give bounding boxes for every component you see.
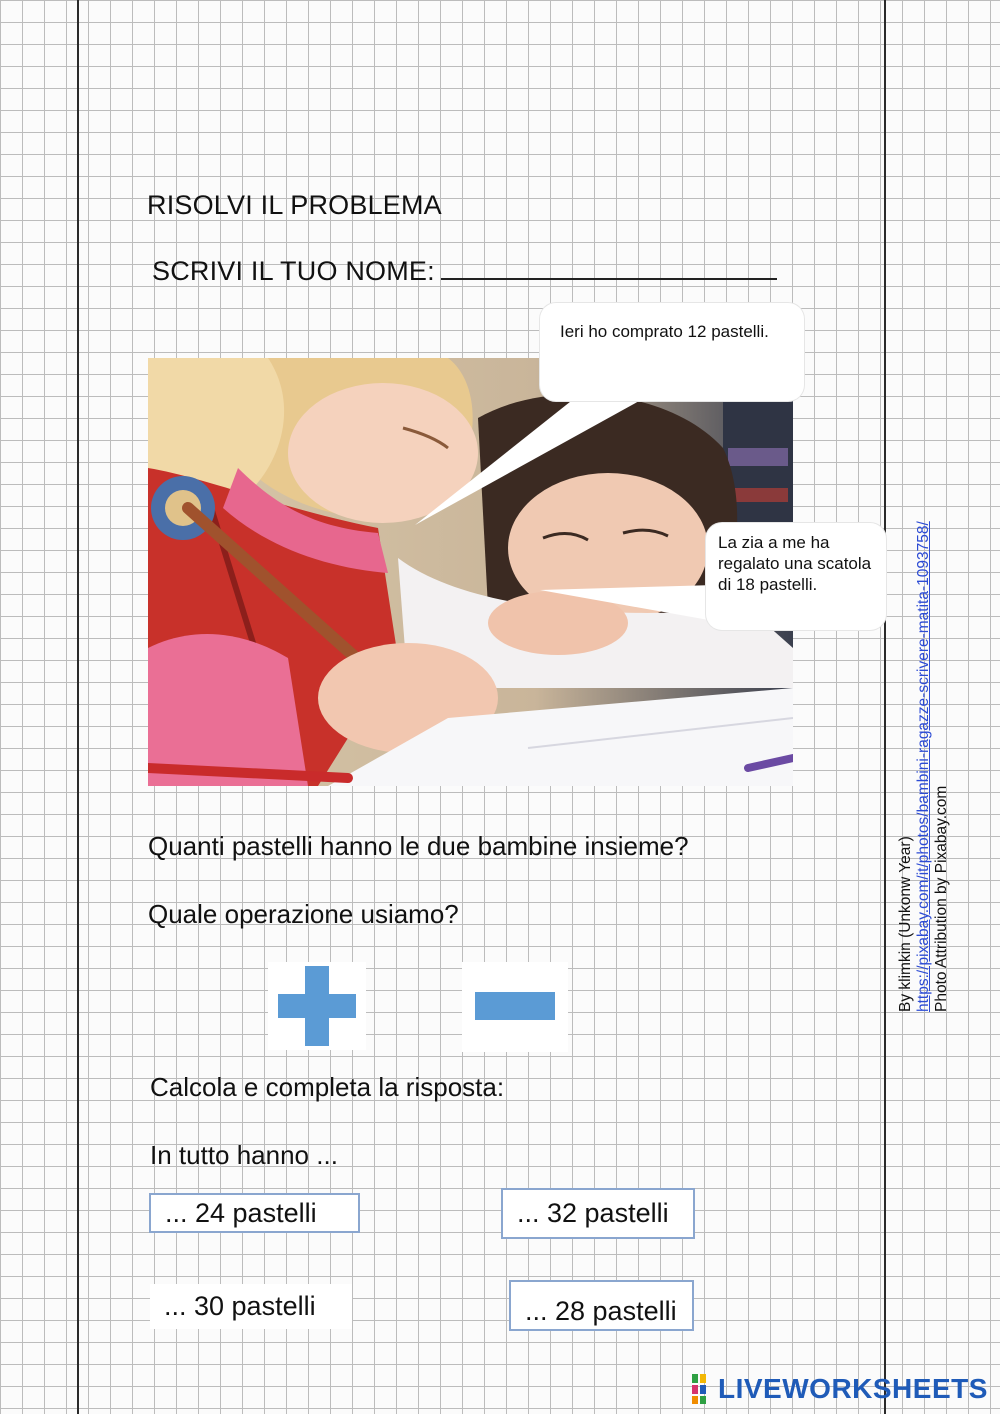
liveworksheets-logo bbox=[692, 1373, 988, 1405]
credit-author: By klimkin (Unkonw Year) bbox=[897, 836, 914, 1012]
photo-credit bbox=[897, 372, 951, 1012]
speech-bubble-left bbox=[540, 303, 804, 401]
plus-icon bbox=[268, 962, 366, 1050]
answer-lead: In tutto hanno ... bbox=[150, 1140, 338, 1170]
worksheet-title: RISOLVI IL PROBLEMA bbox=[147, 190, 442, 220]
plus-operation-button[interactable] bbox=[268, 962, 366, 1050]
name-prompt: SCRIVI IL TUO NOME: bbox=[152, 256, 435, 286]
bubble-right-tail bbox=[540, 585, 720, 622]
question-2: Quale operazione usiamo? bbox=[148, 899, 459, 929]
answer-option-24[interactable]: ... 24 pastelli bbox=[149, 1193, 360, 1233]
answer-instruction: Calcola e completa la risposta: bbox=[150, 1072, 505, 1102]
brand-name: LIVEWORKSHEETS bbox=[718, 1373, 988, 1404]
speech-bubble-right bbox=[706, 523, 886, 630]
speech-bubble-left-text: Ieri ho comprato 12 pastelli. bbox=[560, 322, 769, 341]
answer-option-28[interactable]: ... 28 pastelli bbox=[509, 1280, 694, 1331]
credit-attribution: Photo Attribution by Pixabay.com bbox=[933, 785, 950, 1012]
speech-bubble-right-text: La zia a me ha regalato una scatola di 18 pastelli. bbox=[718, 533, 872, 594]
question-1: Quanti pastelli hanno le due bambine insieme? bbox=[148, 831, 689, 861]
answer-option-32[interactable]: ... 32 pastelli bbox=[501, 1188, 695, 1239]
bubble-left-tail bbox=[415, 390, 650, 525]
credit-link[interactable]: https://pixabay.com/it/photos/bambini-ragazze-scrivere-matita-1093758/ bbox=[915, 521, 932, 1012]
minus-operation-button[interactable] bbox=[462, 962, 568, 1052]
answer-option-30[interactable]: ... 30 pastelli bbox=[150, 1284, 352, 1329]
minus-icon bbox=[462, 962, 568, 1052]
liveworksheets-logo-icon bbox=[692, 1374, 714, 1404]
